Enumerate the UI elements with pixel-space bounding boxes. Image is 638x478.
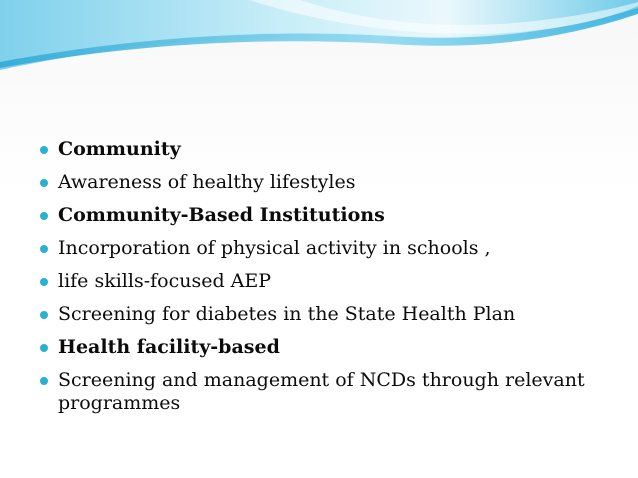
bullet-text: Awareness of healthy lifestyles	[58, 171, 356, 193]
bullet-text: Health facility-based	[58, 336, 280, 358]
bullet-text: Community	[58, 138, 181, 160]
bullet-dot-icon	[40, 344, 48, 352]
bullet-item	[40, 204, 610, 227]
bullet-item	[40, 237, 610, 260]
bullet-text: Screening for diabetes in the State Health Plan	[58, 303, 516, 325]
bullet-text: life skills-focused AEP	[58, 270, 272, 292]
bullet-dot-icon	[40, 179, 48, 187]
bullet-list	[40, 138, 610, 415]
header-wave-decoration	[0, 0, 638, 80]
bullet-text: Community-Based Institutions	[58, 204, 385, 226]
bullet-dot-icon	[40, 311, 48, 319]
bullet-text: Screening and management of NCDs through relevant programmes	[58, 369, 585, 414]
bullet-dot-icon	[40, 245, 48, 253]
bullet-dot-icon	[40, 278, 48, 286]
bullet-item	[40, 270, 610, 293]
bullet-dot-icon	[40, 212, 48, 220]
bullet-item	[40, 369, 610, 415]
bullet-item	[40, 336, 610, 359]
bullet-item	[40, 171, 610, 194]
bullet-dot-icon	[40, 146, 48, 154]
bullet-text: Incorporation of physical activity in schools ,	[58, 237, 491, 259]
bullet-dot-icon	[40, 377, 48, 385]
bullet-item	[40, 303, 610, 326]
bullet-item	[40, 138, 610, 161]
